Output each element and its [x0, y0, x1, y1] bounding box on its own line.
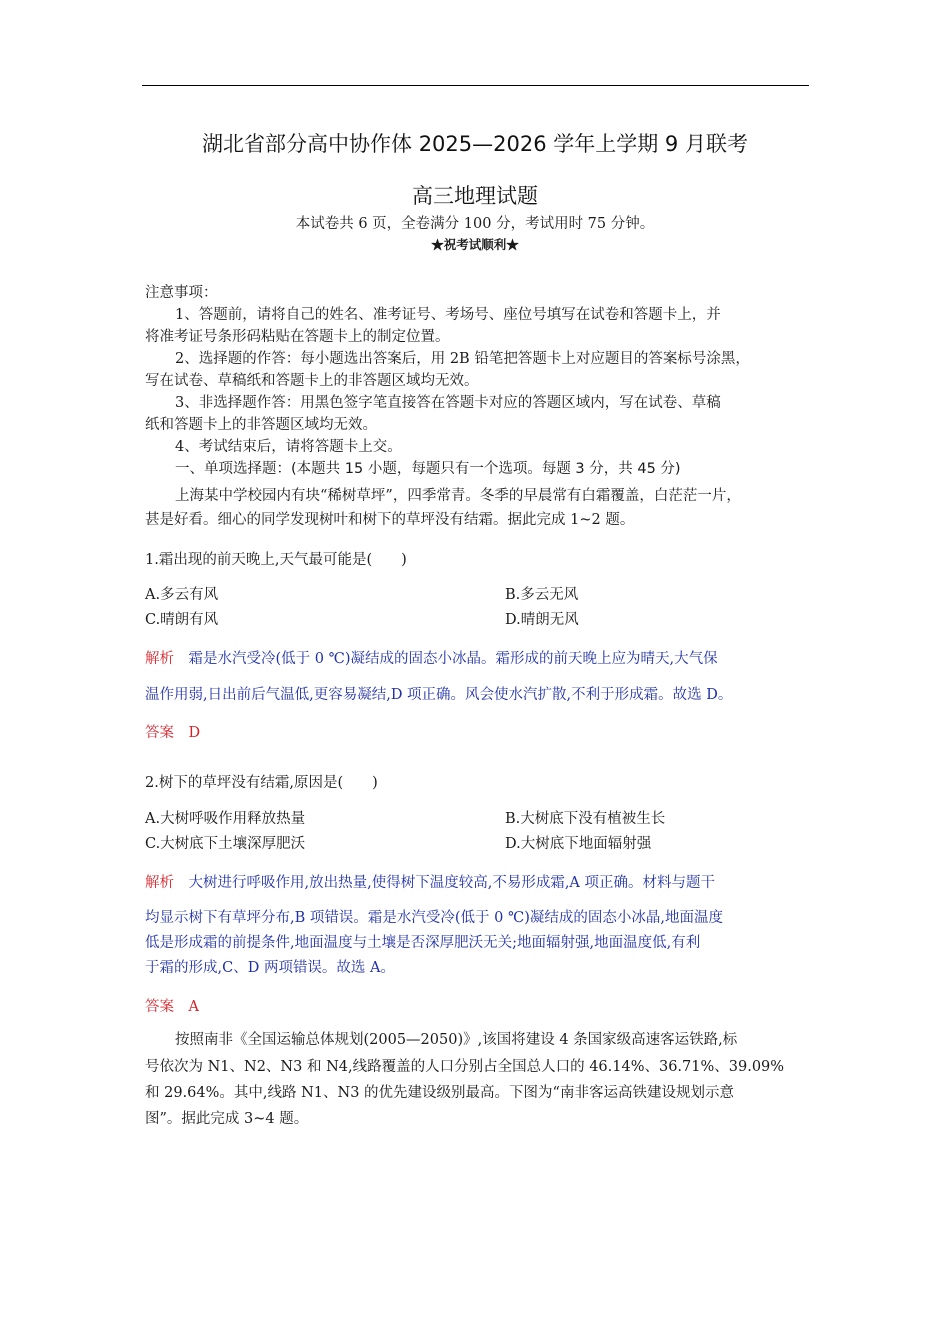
passage2-line1: 按照南非《全国运输总体规划(2005—2050)》,该国将建设 4 条国家级高速客运铁路,标: [175, 1032, 738, 1048]
notice-item-4-line1: 4、考试结束后，请将答题卡上交。: [175, 439, 402, 455]
question-2-option-c: C.大树底下土壤深厚肥沃: [145, 836, 306, 852]
question-2-answer-value: A: [188, 999, 199, 1015]
notice-item-1-line1: 1、答题前，请将自己的姓名、准考证号、考场号、座位号填写在试卷和答题卡上，并: [175, 307, 721, 323]
question-1-option-c: C.晴朗有风: [145, 612, 219, 628]
notice-item-1-line2: 将准考证号条形码粘贴在答题卡上的制定位置。: [145, 329, 450, 345]
question-1-option-b: B.多云无风: [505, 587, 579, 603]
question-2-analysis-line1: [145, 873, 715, 893]
question-2-answer: [145, 997, 199, 1017]
passage1-line1: 上海某中学校园内有块“稀树草坪”，四季常青。冬季的早晨常有白霜覆盖，白茫茫一片，: [175, 488, 741, 504]
question-2-option-a: A.大树呼吸作用释放热量: [145, 811, 306, 827]
notice-item-2-line2: 写在试卷、草稿纸和答题卡上的非答题区域均无效。: [145, 373, 479, 389]
question-1-analysis-label: 解析: [145, 651, 174, 667]
question-2-analysis-text-1: 大树进行呼吸作用,放出热量,使得树下温度较高,不易形成霜,A 项正确。材料与题干: [188, 875, 716, 891]
question-1-answer: [145, 723, 200, 743]
header-rule: [142, 85, 809, 86]
exam-blessing: ★祝考试顺利★: [431, 237, 519, 252]
question-1-analysis-line2: 温作用弱,日出前后气温低,更容易凝结,D 项正确。风会使水汽扩散,不利于形成霜。故选 D。: [145, 687, 733, 703]
question-2-analysis-label: 解析: [145, 875, 174, 891]
question-1-stem: 1.霜出现的前天晚上,天气最可能是( ): [145, 552, 407, 568]
notice-item-3-line2: 纸和答题卡上的非答题区域均无效。: [145, 417, 377, 433]
question-1-option-a: A.多云有风: [145, 587, 219, 603]
section-desc: (本题共 15 小题，每题只有一个选项。每题 3 分，共 45 分): [291, 461, 681, 477]
question-2-option-b: B.大树底下没有植被生长: [505, 811, 666, 827]
exam-info: 本试卷共 6 页，全卷满分 100 分，考试用时 75 分钟。: [295, 216, 655, 232]
question-2-stem: 2.树下的草坪没有结霜,原因是( ): [145, 775, 378, 791]
notice-item-2-line1: 2、选择题的作答：每小题选出答案后，用 2B 铅笔把答题卡上对应题目的答案标号涂黑，: [175, 351, 750, 367]
notice-item-3-line1: 3、非选择题作答：用黑色签字笔直接答在答题卡对应的答题区域内，写在试卷、草稿: [175, 395, 721, 411]
question-1-answer-value: D: [188, 725, 201, 741]
question-2-analysis-line3: 低是形成霜的前提条件,地面温度与土壤是否深厚肥沃无关;地面辐射强,地面温度低,有利: [145, 935, 701, 951]
exam-title: 湖北省部分高中协作体 2025—2026 学年上学期 9 月联考: [202, 132, 748, 156]
question-1-option-d: D.晴朗无风: [505, 612, 579, 628]
question-1-answer-label: 答案: [145, 725, 174, 741]
passage2-line3: 和 29.64%。其中,线路 N1、N3 的优先建设级别最高。下图为“南非客运高铁建设规划示意: [145, 1085, 734, 1101]
passage1-line2: 甚是好看。细心的同学发现树叶和树下的草坪没有结霜。据此完成 1~2 题。: [145, 512, 635, 528]
question-2-analysis-line4: 于霜的形成,C、D 两项错误。故选 A。: [145, 960, 396, 976]
notice-heading: 注意事项：: [145, 285, 218, 301]
question-2-answer-label: 答案: [145, 999, 174, 1015]
question-2-option-d: D.大树底下地面辐射强: [505, 836, 652, 852]
exam-subtitle: 高三地理试题: [412, 184, 538, 208]
passage2-line4: 图”。据此完成 3~4 题。: [145, 1111, 309, 1127]
question-1-analysis-line1: [145, 649, 718, 669]
question-2-analysis-line2: 均显示树下有草坪分布,B 项错误。霜是水汽受冷(低于 0 ℃)凝结成的固态小冰晶,地面温度: [145, 910, 723, 926]
section-prefix: 一、单项选择题：: [175, 461, 291, 477]
section-heading: [175, 459, 681, 479]
question-1-analysis-text-1: 霜是水汽受冷(低于 0 ℃)凝结成的固态小冰晶。霜形成的前天晚上应为晴天,大气保: [188, 651, 718, 667]
passage2-line2: 号依次为 N1、N2、N3 和 N4,线路覆盖的人口分别占全国总人口的 46.14%、36.71%、39.09%: [145, 1059, 785, 1075]
